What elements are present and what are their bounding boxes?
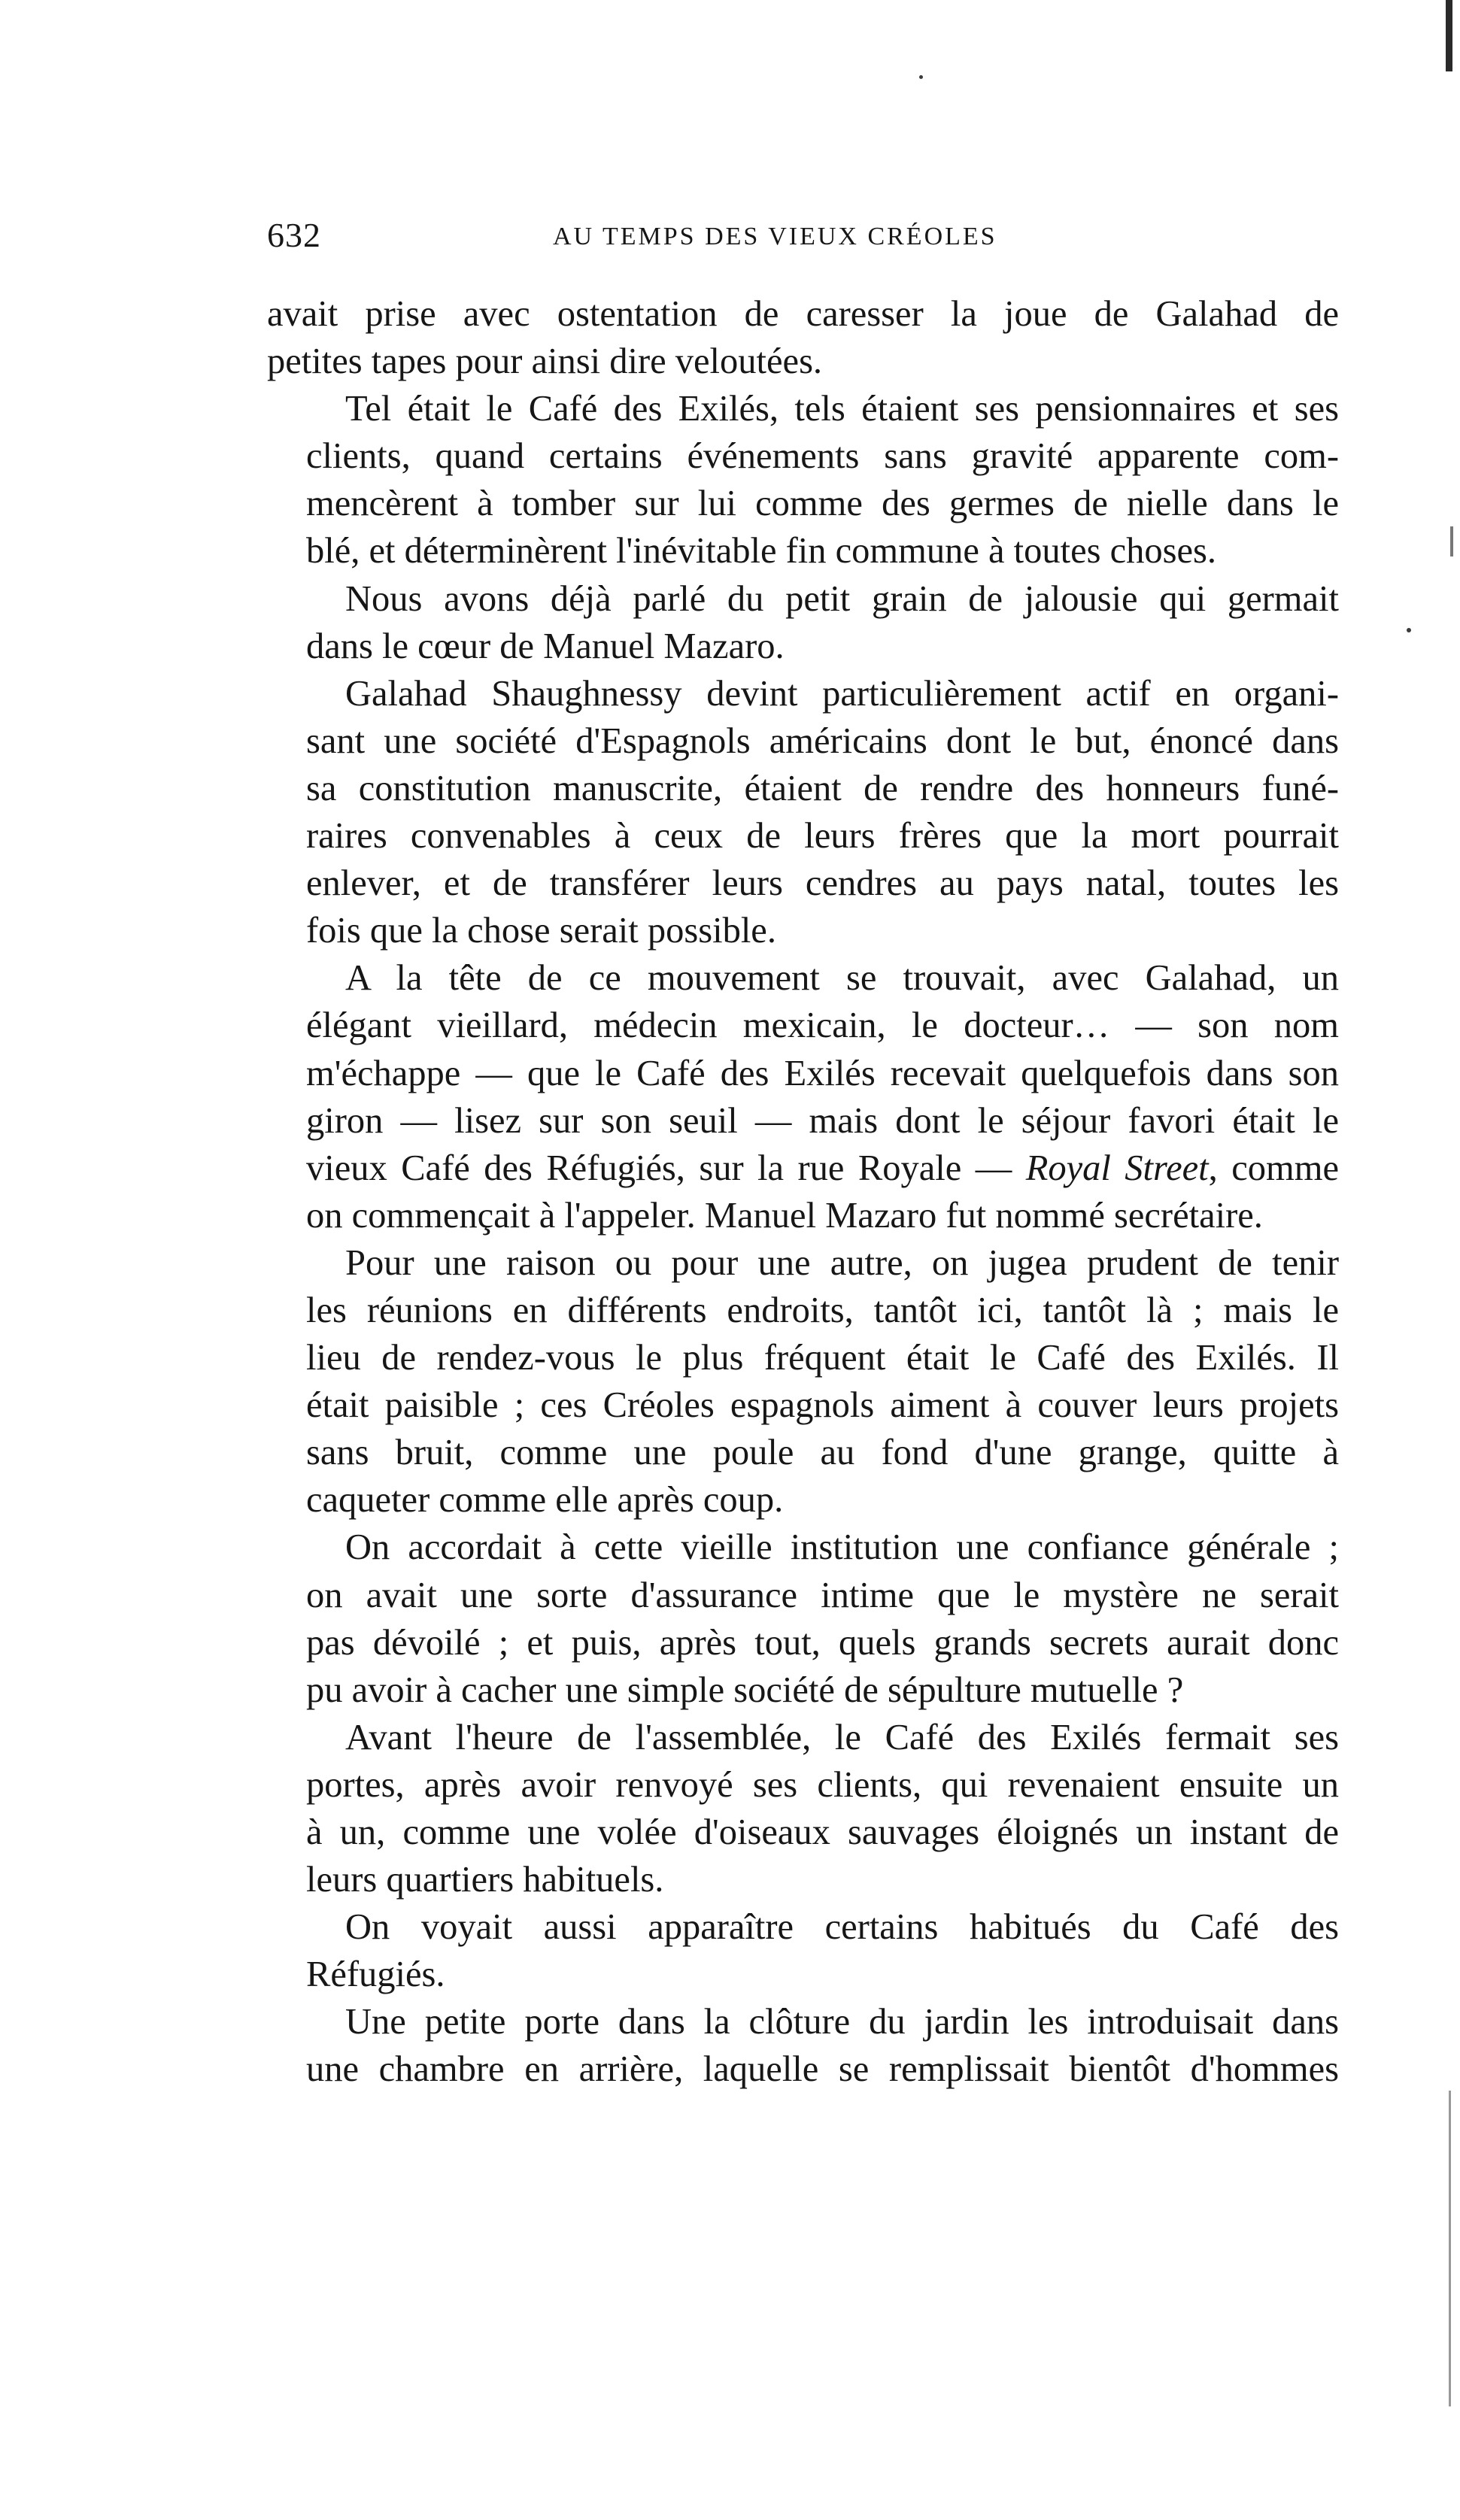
paragraph (267, 1998, 1339, 2093)
scan-edge-mark-right-lower (1449, 2091, 1451, 2406)
text-line: A la tête de ce mouvement se trouvait, avec Galahad, un (345, 958, 1339, 999)
text-line: raires convenables à ceux de leurs frères que la mort pourrait (306, 816, 1339, 857)
paragraph (267, 1903, 1339, 1998)
text-line: Nous avons déjà parlé du petit grain de jalousie qui germait (345, 578, 1339, 619)
text-line: blé, et déterminèrent l'inévitable fin commune à toutes choses. (306, 531, 1217, 572)
scan-speck (1407, 628, 1411, 632)
paragraph (267, 670, 1339, 955)
text-line: lieu de rendez-vous le plus fréquent était le Café des Exilés. Il (306, 1338, 1339, 1378)
text-line: sans bruit, comme une poule au fond d'une grange, quitte à (306, 1433, 1339, 1473)
text-line: fois que la chose serait possible. (306, 911, 776, 951)
text-line: on avait une sorte d'assurance intime que le mystère ne serait (306, 1575, 1339, 1615)
text-line: pas dévoilé ; et puis, après tout, quels grands secrets aurait donc (306, 1622, 1339, 1663)
paragraph (267, 954, 1339, 1239)
paragraph (267, 1524, 1339, 1713)
text-line: sa constitution manuscrite, étaient de rendre des honneurs funé- (306, 768, 1339, 808)
paragraph (267, 575, 1339, 670)
text-line: Réfugiés. (306, 1954, 445, 1995)
page-number: 632 (267, 216, 321, 254)
text-line: On voyait aussi apparaître certains habitués du Café des (345, 1907, 1339, 1948)
text-line: Une petite porte dans la clôture du jardin les introduisait dans (345, 2002, 1339, 2042)
paragraph (267, 290, 1339, 385)
text-line: avait prise avec ostentation de caresser la joue de Galahad de (267, 294, 1339, 334)
paragraph (267, 1714, 1339, 1903)
text-line: pu avoir à cacher une simple société de sépulture mutuelle ? (306, 1669, 1184, 1710)
text-line: On accordait à cette vieille institution une confiance générale ; (345, 1527, 1339, 1568)
text-line: leurs quartiers habituels. (306, 1860, 664, 1900)
running-title: AU TEMPS DES VIEUX CRÉOLES (553, 223, 997, 250)
text-line: à un, comme une volée d'oiseaux sauvages éloignés un instant de (306, 1812, 1339, 1852)
italic-text: Royal Street (1025, 1148, 1209, 1188)
paragraph (267, 385, 1339, 575)
text-line: dans le cœur de Manuel Mazaro. (306, 626, 785, 666)
text-line: m'échappe — que le Café des Exilés recevait quelquefois dans son (306, 1053, 1339, 1093)
text-line: mencèrent à tomber sur lui comme des germes de nielle dans le (306, 484, 1339, 524)
text-line: les réunions en différents endroits, tantôt ici, tantôt là ; mais le (306, 1290, 1339, 1330)
running-header (267, 215, 1339, 260)
text-line: on commençait à l'appeler. Manuel Mazaro fut nommé secrétaire. (306, 1195, 1263, 1236)
text-line: caqueter comme elle après coup. (306, 1480, 784, 1521)
scan-speck (919, 75, 923, 79)
text-line: sant une société d'Espagnols américains dont le but, énoncé dans (306, 720, 1339, 761)
text-line: Tel était le Café des Exilés, tels étaient ses pensionnaires et ses (345, 389, 1339, 429)
text-line: Galahad Shaughnessy devint particulièrement actif en organi- (345, 673, 1339, 714)
text-line: giron — lisez sur son seuil — mais dont le séjour favori était le (306, 1100, 1339, 1141)
scan-edge-mark-right-upper (1450, 526, 1453, 556)
text-line: Avant l'heure de l'assemblée, le Café des Exilés fermait ses (345, 1717, 1339, 1757)
text-line: petites tapes pour ainsi dire veloutées. (267, 341, 823, 382)
body-text (267, 290, 1339, 2094)
text-line: enlever, et de transférer leurs cendres au pays natal, toutes les (306, 863, 1339, 904)
paragraph (267, 1239, 1339, 1524)
text-line: vieux Café des Réfugiés, sur la rue Royale — Royal Street, comme (306, 1148, 1339, 1188)
text-line: élégant vieillard, médecin mexicain, le docteur… — son nom (306, 1005, 1339, 1046)
text-line: Pour une raison ou pour une autre, on jugea prudent de tenir (345, 1242, 1339, 1283)
text-line: une chambre en arrière, laquelle se remplissait bientôt d'hommes (306, 2049, 1339, 2090)
text-line: portes, après avoir renvoyé ses clients, qui revenaient ensuite un (306, 1764, 1339, 1805)
text-line: était paisible ; ces Créoles espagnols aiment à couver leurs projets (306, 1385, 1339, 1426)
scan-edge-mark-top-right (1446, 0, 1452, 71)
text-line: clients, quand certains événements sans gravité apparente com- (306, 436, 1339, 477)
